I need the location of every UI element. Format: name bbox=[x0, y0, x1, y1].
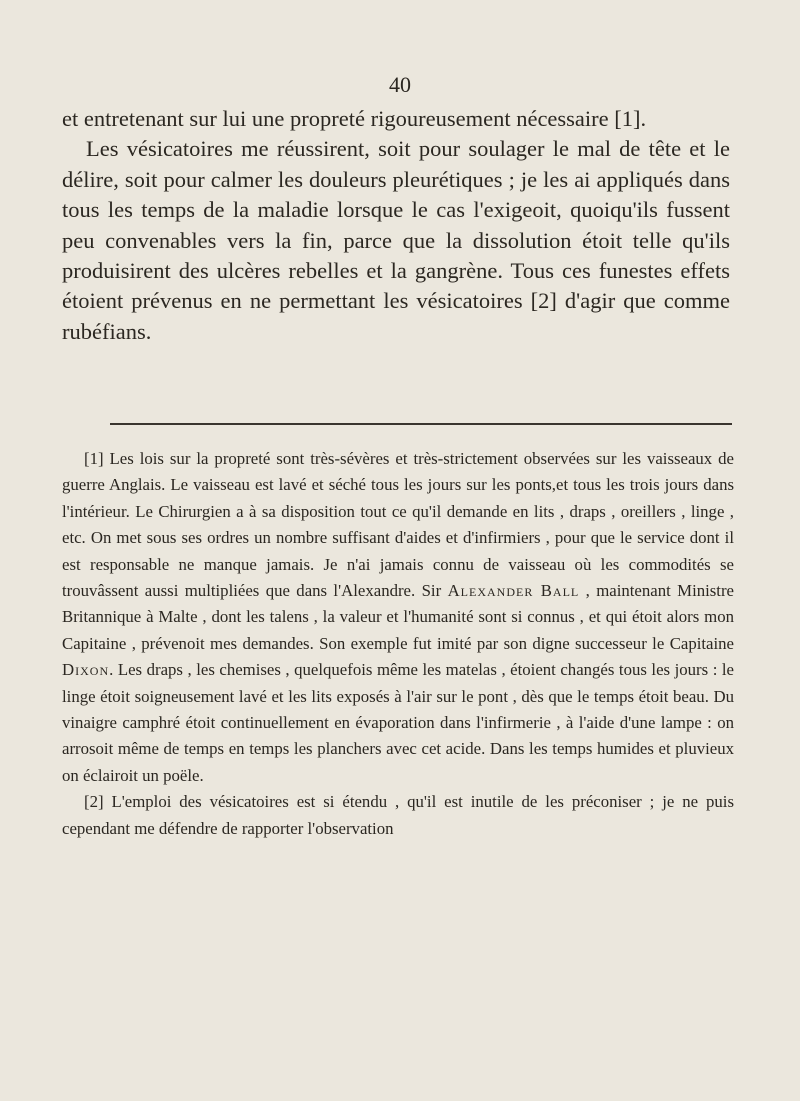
main-text bbox=[62, 104, 730, 347]
footnote-1-text-b: , maintenant Ministre Britannique à Malte , dont les talens , la valeur et l'humanité sont si connus , et qui étoit alors mon Capitaine , prévenoit mes demandes. Son exemple fut imité par son digne successeur le Capitaine bbox=[62, 581, 735, 653]
footnote-1-text-a: [1] Les lois sur la propreté sont très-sévères et très-strictement observées sur les vaisseaux de guerre Anglais. Le vaisseau est lavé et séché tous les jours sur les ponts,et tous les trois jours dans l'intérieur. Le Chirurgien a à sa disposition tout ce qu'il demande en lits , draps , oreillers , linge , etc. On met sous ses ordres un nombre suffisant d'aides et d'infirmiers , pour que le service dont il est responsable ne manque jamais. Je n'ai jamais connu de vaisseau où les commodités se trouvâssent aussi multipliées que dans l'Alexandre. Sir bbox=[62, 449, 734, 601]
footnote-divider bbox=[110, 423, 732, 425]
footnote-2: [2] L'emploi des vésicatoires est si étendu , qu'il est inutile de les préconiser ; je ne puis cependant me défendre de rapporter l'observation bbox=[62, 792, 734, 838]
footnote-1-text-c: . Les draps , les chemises , quelquefois même les matelas , étoient changés tous les jours : le linge étoit soigneusement lavé et les lits exposés à l'air sur le pont , dès que le temps étoit beau. Du vinaigre camphré étoit continuellement en évaporation dans l'infirmerie , à l'aide d'une lampe : on arrosoit même de temps en temps les planchers avec cet acide. Dans les temps humides et pluvieux on éclairoit un poële. bbox=[62, 660, 734, 785]
footnote-1-name-dixon: Dixon bbox=[62, 660, 110, 680]
page-number: 40 bbox=[389, 72, 411, 97]
footnote-1-name-ball: Alexander Ball bbox=[447, 581, 580, 601]
footnote-1 bbox=[62, 446, 734, 789]
continuation-paragraph: et entretenant sur lui une propreté rigoureusement nécessaire [1]. bbox=[62, 106, 647, 131]
vesicatoires-paragraph: Les vésicatoires me réussirent, soit pour soulager le mal de tête et le délire, soit pour calmer les douleurs pleurétiques ; je les ai appliqués dans tous les temps de la maladie lorsque le cas l'exigeoit, quoiqu'ils fussent peu convenables vers la fin, parce que la dissolution étoit telle qu'ils produisirent des ulcères rebelles et la gangrène. Tous ces funestes effets étoient prévenus en ne permettant les vésicatoires [2] d'agir que comme rubéfians. bbox=[62, 136, 730, 344]
footnotes bbox=[62, 446, 734, 842]
